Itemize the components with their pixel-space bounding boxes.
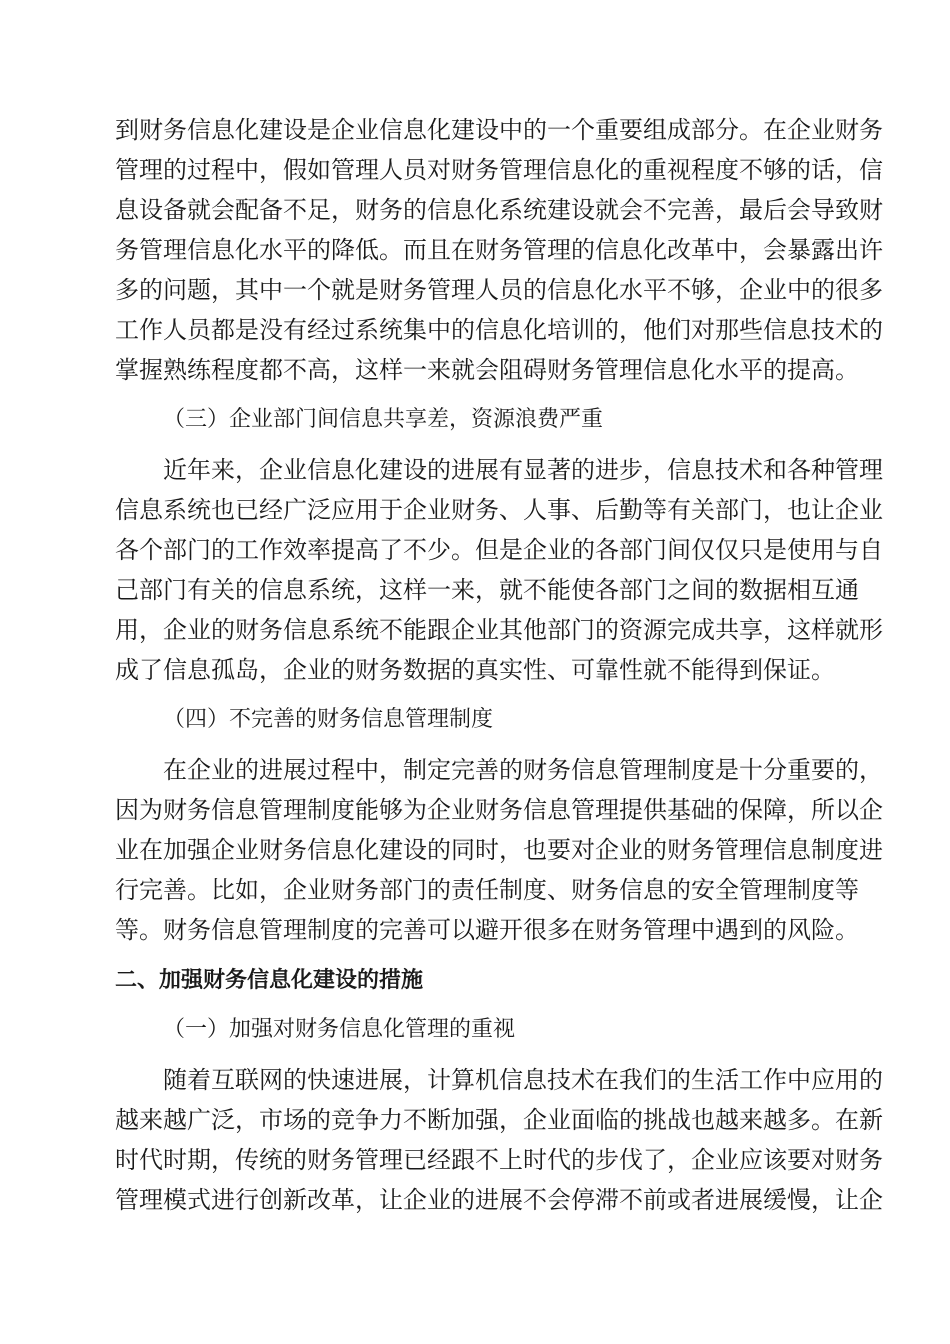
text-line: 务管理信息化水平的降低。而且在财务管理的信息化改革中，会暴露出许 [115, 236, 883, 264]
text-line: 管理的过程中，假如管理人员对财务管理信息化的重视程度不够的话，信 [115, 156, 883, 184]
text-line: 各个部门的工作效率提高了不少。但是企业的各部门间仅仅只是使用与自 [115, 536, 883, 564]
text-line: 行完善。比如，企业财务部门的责任制度、财务信息的安全管理制度等 [115, 876, 859, 904]
text-line: 越来越广泛，市场的竞争力不断加强，企业面临的挑战也越来越多。在新 [115, 1106, 883, 1134]
text-line: 己部门有关的信息系统，这样一来，就不能使各部门之间的数据相互通 [115, 576, 859, 604]
text-line: 因为财务信息管理制度能够为企业财务信息管理提供基础的保障，所以企 [115, 796, 883, 824]
text-line: 近年来，企业信息化建设的进展有显著的进步，信息技术和各种管理 [163, 456, 883, 484]
subheading-1: （一）加强对财务信息化管理的重视 [163, 1017, 516, 1042]
text-line: 等。财务信息管理制度的完善可以避开很多在财务管理中遇到的风险。 [115, 916, 859, 944]
text-line: 管理模式进行创新改革，让企业的进展不会停滞不前或者进展缓慢，让企 [115, 1186, 883, 1214]
text-line: 信息系统也已经广泛应用于企业财务、人事、后勤等有关部门，也让企业 [115, 496, 883, 524]
section-heading: 二、加强财务信息化建设的措施 [115, 967, 424, 993]
text-line: 业在加强企业财务信息化建设的同时，也要对企业的财务管理信息制度进 [115, 836, 883, 864]
text-line: 掌握熟练程度都不高，这样一来就会阻碍财务管理信息化水平的提高。 [115, 356, 859, 384]
text-line: 到财务信息化建设是企业信息化建设中的一个重要组成部分。在企业财务 [115, 116, 883, 144]
subheading-4: （四）不完善的财务信息管理制度 [163, 707, 494, 732]
text-line: 随着互联网的快速进展，计算机信息技术在我们的生活工作中应用的 [163, 1066, 883, 1094]
text-line: 时代时期，传统的财务管理已经跟不上时代的步伐了，企业应该要对财务 [115, 1146, 883, 1174]
text-line: 工作人员都是没有经过系统集中的信息化培训的，他们对那些信息技术的 [115, 316, 883, 344]
text-line: 息设备就会配备不足，财务的信息化系统建设就会不完善，最后会导致财 [115, 196, 883, 224]
text-line: 在企业的进展过程中，制定完善的财务信息管理制度是十分重要的， [163, 756, 883, 784]
text-line: 用，企业的财务信息系统不能跟企业其他部门的资源完成共享，这样就形 [115, 616, 883, 644]
subheading-3: （三）企业部门间信息共享差，资源浪费严重 [163, 407, 604, 432]
text-line: 成了信息孤岛，企业的财务数据的真实性、可靠性就不能得到保证。 [115, 656, 835, 684]
text-line: 多的问题，其中一个就是财务管理人员的信息化水平不够，企业中的很多 [115, 276, 883, 304]
